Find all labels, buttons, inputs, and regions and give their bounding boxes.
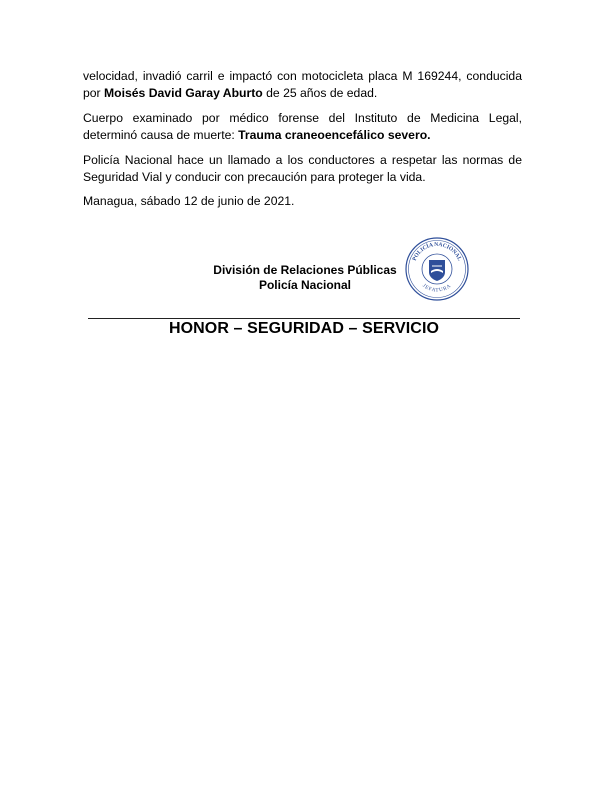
svg-text:POLICÍA NACIONAL: POLICÍA NACIONAL bbox=[411, 241, 463, 262]
date-line: Managua, sábado 12 de junio de 2021. bbox=[83, 194, 295, 208]
svg-text:JEFATURA: JEFATURA bbox=[421, 282, 453, 294]
paragraph-forensic bbox=[83, 110, 522, 144]
cause-of-death: Trauma craneoencefálico severo. bbox=[238, 128, 431, 142]
footer-motto: HONOR – SEGURIDAD – SERVICIO bbox=[168, 320, 440, 337]
victim-name: Moisés David Garay Aburto bbox=[104, 86, 263, 100]
footer-divider bbox=[88, 318, 520, 319]
police-seal-logo bbox=[404, 236, 470, 302]
forensic-text: Cuerpo examinado por médico forense del Instituto de Medicina Legal, determinó causa de muerte: bbox=[83, 111, 522, 142]
paragraph-appeal: Policía Nacional hace un llamado a los conductores a respetar las normas de Seguridad Vial y conducir con precaución para proteger la vida. bbox=[83, 153, 522, 184]
incident-text-b: de 25 años de edad. bbox=[262, 86, 378, 100]
paragraph-incident bbox=[83, 68, 522, 102]
signature-institution: Policía Nacional bbox=[258, 278, 352, 292]
signature-department: División de Relaciones Públicas bbox=[213, 263, 397, 277]
incident-text-a: velocidad, invadió carril e impactó con motocicleta placa M 169244, conducida por bbox=[83, 69, 522, 100]
